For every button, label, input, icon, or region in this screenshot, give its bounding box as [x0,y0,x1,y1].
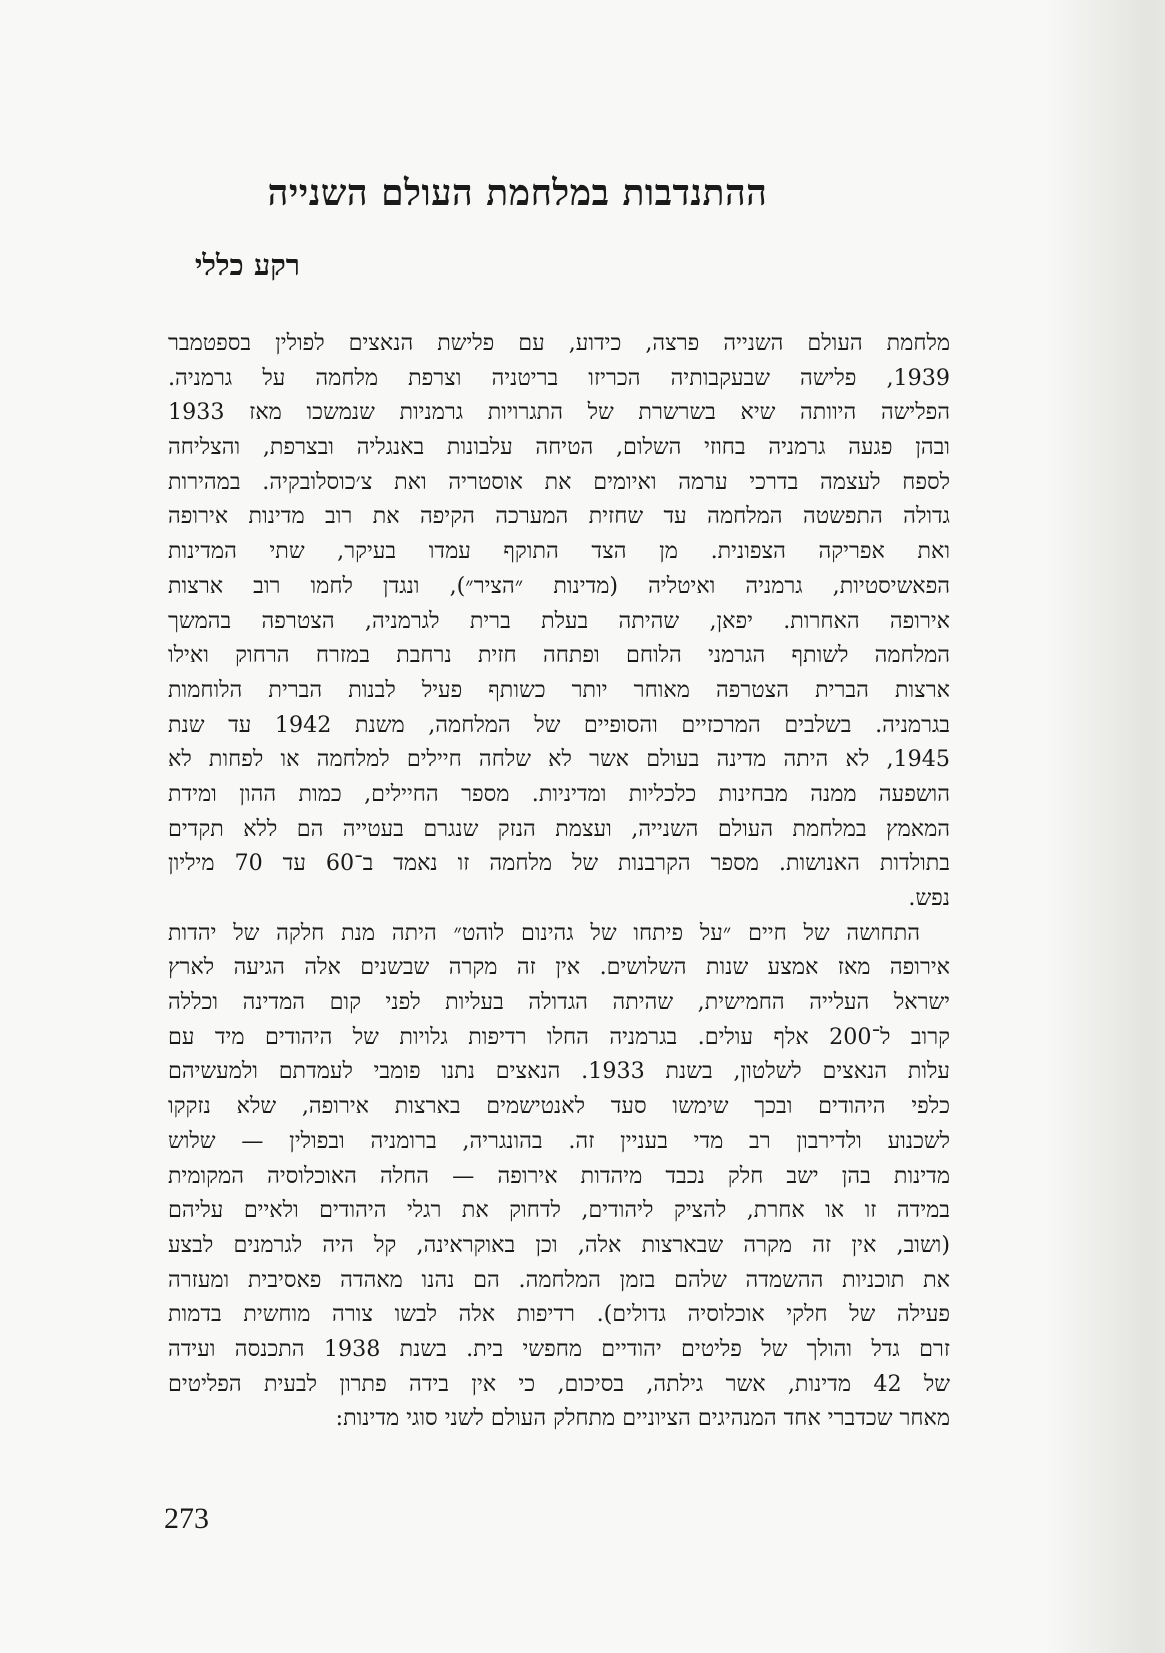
text-line: ואת אפריקה הצפונית. מן הצד התוקף עמדו בעיקר, שתי המדינות [168,538,950,565]
text-line: הושפעה ממנה מבחינות כלכליות ומדיניות. מספר החיילים, כמות ההון ומידת [168,780,950,807]
text-line: מדינות בהן ישב חלק נכבד מיהדות אירופה — החלה האוכלוסיה המקומית [168,1162,950,1189]
text-line: המלחמה לשותף הגרמני הלוחם ופתחה חזית נרחבת במזרח הרחוק ואילו [168,642,950,669]
page-number: 273 [164,1502,209,1535]
text-line: 1945, לא היתה מדינה בעולם אשר לא שלחה חיילים למלחמה או לפחות לא [168,746,950,773]
text-line: כלפי היהודים ובכך שימשו סעד לאנטישמים בארצות אירופה, שלא נזקקו [168,1093,950,1120]
text-line: הפלישה היוותה שיא בשרשרת של התגרויות גרמניות שנמשכו מאז 1933 [168,399,950,426]
text-line: לספח לעצמה בדרכי ערמה ואיומים את אוסטריה ואת צ׳כוסלובקיה. במהירות [168,468,950,495]
text-line: ארצות הברית הצטרפה מאוחר יותר כשותף פעיל לבנות הברית הלוחמות [168,676,950,703]
text-line: 1939, פלישה שבעקבותיה הכריזו בריטניה וצרפת מלחמה על גרמניה. [168,364,950,391]
text-line: קרוב ל־200 אלף עולים. בגרמניה החלו רדיפות גלויות של היהודים מיד עם [168,1023,950,1050]
text-line: הפאשיסטיות, גרמניה ואיטליה (מדינות ״הציר״), ונגדן לחמו רוב ארצות [168,572,950,599]
text-line: פעילה של חלקי אוכלוסיה גדולים). רדיפות אלה לבשו צורה מוחשית בדמות [168,1301,950,1328]
text-line: אירופה האחרות. יפאן, שהיתה בעלת ברית לגרמניה, הצטרפה בהמשך [168,607,950,634]
text-line: מאחר שכדברי אחד המנהיגים הציוניים מתחלק העולם לשני סוגי מדינות: [335,1405,950,1432]
text-line: במידה זו או אחרת, להציק ליהודים, לדחוק את רגלי היהודים ולאיים עליהם [168,1197,950,1224]
text-line: ישראל העלייה החמישית, שהיתה הגדולה בעליות לפני קום המדינה וכללה [168,989,950,1016]
text-line: את תוכניות ההשמדה שלהם בזמן המלחמה. הם נהנו מאהדה פאסיבית ומעזרה [168,1266,950,1293]
text-line: אירופה מאז אמצע שנות השלושים. אין זה מקרה שבשנים אלה הגיעה לארץ [168,954,950,981]
paragraph-2 [168,916,950,1436]
chapter-title: ההתנדבות במלחמת העולם השנייה [267,172,768,214]
text-line: בגרמניה. בשלבים המרכזיים והסופיים של המלחמה, משנת 1942 עד שנת [168,711,950,738]
text-line: של 42 מדינות, אשר גילתה, בסיכום, כי אין בידה פתרון לבעית הפליטים [168,1370,950,1397]
text-line: גדולה התפשטה המלחמה עד שחזית המערכה הקיפה את רוב מדינות אירופה [168,503,950,530]
text-line: בתולדות האנושות. מספר הקרבנות של מלחמה זו נאמד ב־60 עד 70 מיליון [168,850,950,877]
text-line: התחושה של חיים ״על פיתחו של גהינום לוהט״ היתה מנת חלקה של יהדות [168,919,920,946]
body-text [168,326,950,1436]
section-heading: רקע כללי [194,248,300,282]
text-line: (ושוב, אין זה מקרה שבארצות אלה, וכן באוקראינה, קל היה לגרמנים לבצע [168,1231,950,1258]
text-line: עלות הנאצים לשלטון, בשנת 1933. הנאצים נתנו פומבי לעמדתם ולמעשיהם [168,1058,950,1085]
text-line: לשכנוע ולדירבון רב מדי בעניין זה. בהונגריה, ברומניה ובפולין — שלוש [168,1127,950,1154]
text-line: ובהן פגעה גרמניה בחוזי השלום, הטיחה עלבונות באנגליה ובצרפת, והצליחה [168,434,950,461]
text-line: המאמץ במלחמת העולם השנייה, ועצמת הנזק שנגרם בעטייה הם ללא תקדים [168,815,950,842]
text-line: נפש. [908,885,950,911]
text-line: זרם גדל והולך של פליטים יהודיים מחפשי בית. בשנת 1938 התכנסה ועידה [168,1335,951,1362]
text-line: מלחמת העולם השנייה פרצה, כידוע, עם פלישת הנאצים לפולין בספטמבר [168,330,950,356]
paragraph-1 [168,326,950,916]
